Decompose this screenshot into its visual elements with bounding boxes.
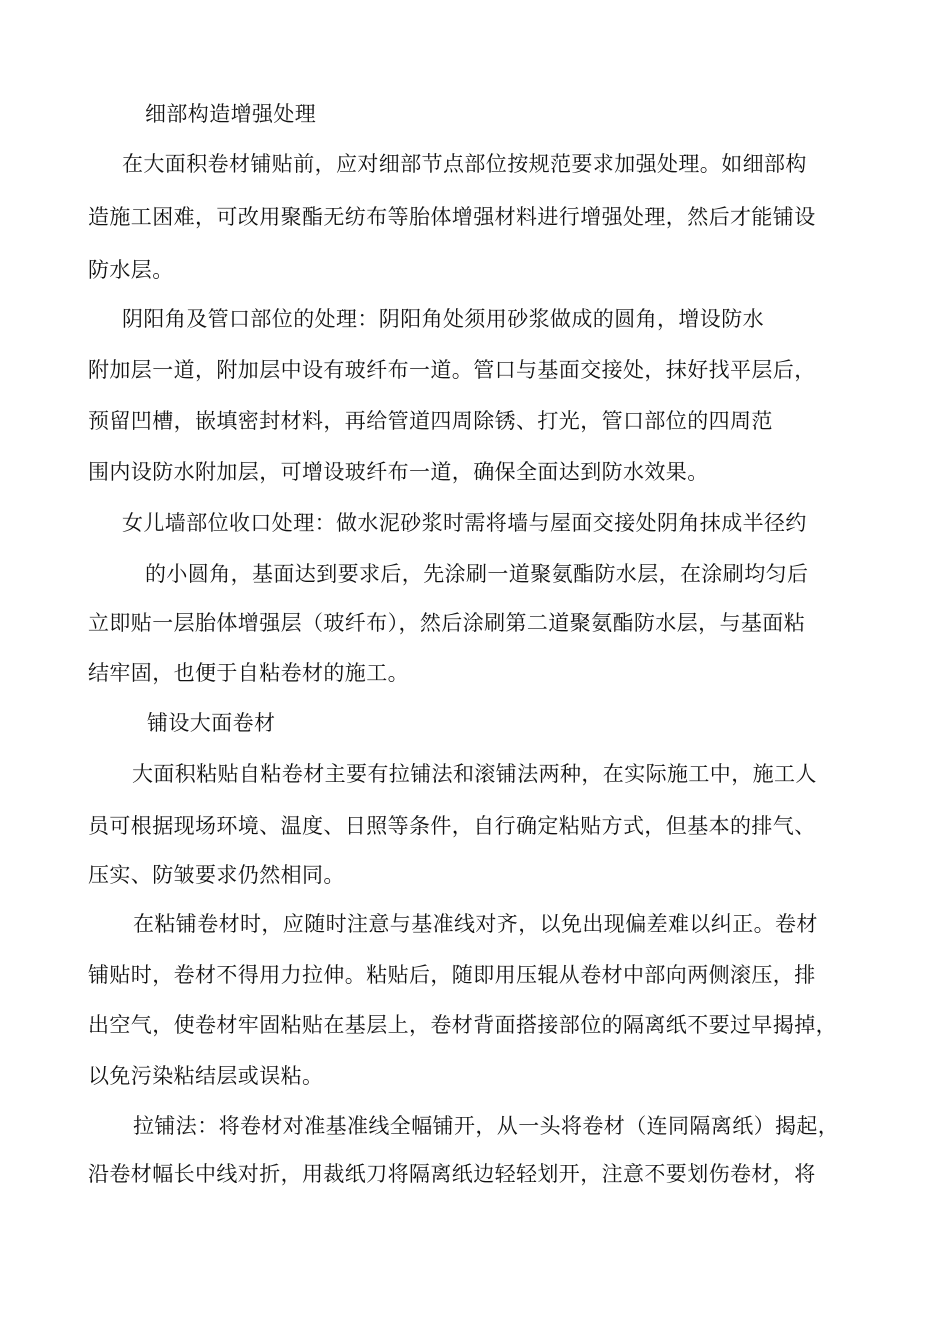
paragraph-line: 防水层。 [88, 258, 174, 282]
paragraph-line: 女儿墙部位收口处理：做水泥砂浆时需将墙与屋面交接处阴角抹成半径约 [122, 511, 807, 535]
paragraph-line: 造施工困难，可改用聚酯无纺布等胎体增强材料进行增强处理，然后才能铺设 [88, 205, 816, 229]
paragraph-line: 预留凹槽，嵌填密封材料，再给管道四周除锈、打光，管口部位的四周范 [88, 409, 773, 433]
paragraph-line: 铺贴时，卷材不得用力拉伸。粘贴后，随即用压辊从卷材中部向两侧滚压，排 [88, 963, 816, 987]
paragraph-line: 立即贴一层胎体增强层（玻纤布），然后涂刷第二道聚氨酯防水层，与基面粘 [88, 611, 806, 635]
heading-lay-large-membrane: 铺设大面卷材 [147, 711, 276, 735]
heading-detail-reinforcement: 细部构造增强处理 [145, 102, 317, 126]
paragraph-line: 在大面积卷材铺贴前，应对细部节点部位按规范要求加强处理。如细部构 [122, 152, 807, 176]
paragraph-line: 出空气，使卷材牢固粘贴在基层上，卷材背面搭接部位的隔离纸不要过早揭掉， [88, 1013, 837, 1037]
paragraph-line: 结牢固，也便于自粘卷材的施工。 [88, 661, 409, 685]
paragraph-line: 围内设防水附加层，可增设玻纤布一道，确保全面达到防水效果。 [88, 460, 709, 484]
paragraph-line: 大面积粘贴自粘卷材主要有拉铺法和滚铺法两种，在实际施工中，施工人 [132, 762, 817, 786]
paragraph-line: 沿卷材幅长中线对折，用裁纸刀将隔离纸边轻轻划开，注意不要划伤卷材，将 [88, 1162, 816, 1186]
paragraph-line: 拉铺法：将卷材对准基准线全幅铺开，从一头将卷材（连同隔离纸）揭起， [133, 1114, 840, 1138]
paragraph-line: 的小圆角，基面达到要求后，先涂刷一道聚氨酯防水层，在涂刷均匀后 [145, 562, 809, 586]
paragraph-line: 附加层一道，附加层中设有玻纤布一道。管口与基面交接处，抹好找平层后， [88, 358, 816, 382]
paragraph-line: 阴阳角及管口部位的处理：阴阳角处须用砂浆做成的圆角，增设防水 [122, 307, 764, 331]
paragraph-line: 以免污染粘结层或误粘。 [88, 1064, 324, 1088]
paragraph-line: 在粘铺卷材时，应随时注意与基准线对齐，以免出现偏差难以纠正。卷材 [133, 912, 818, 936]
paragraph-line: 员可根据现场环境、温度、日照等条件，自行确定粘贴方式，但基本的排气、 [88, 814, 816, 838]
paragraph-line: 压实、防皱要求仍然相同。 [88, 863, 345, 887]
